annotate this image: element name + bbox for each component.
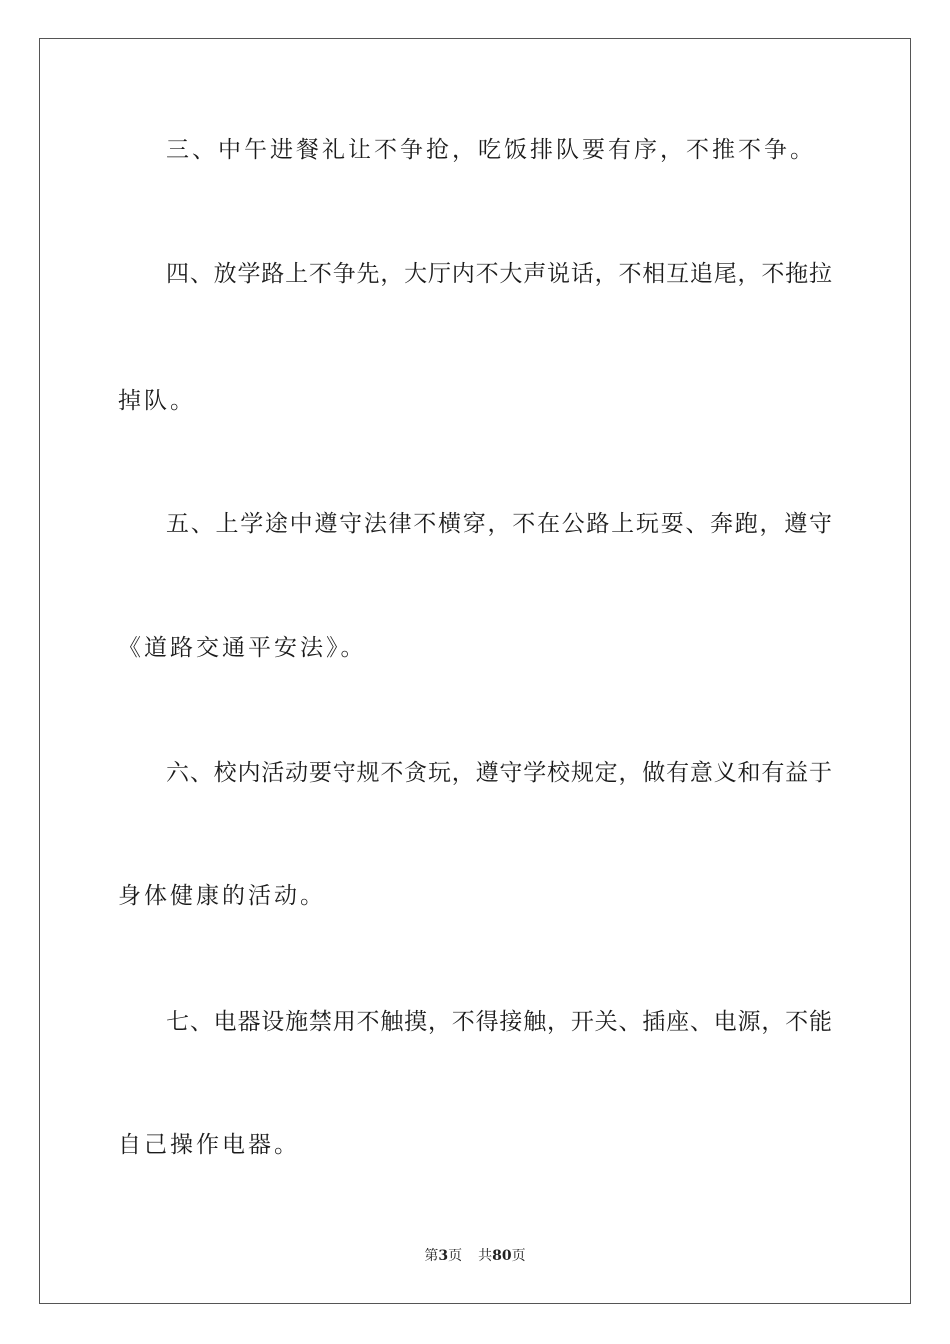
page-footer bbox=[0, 1247, 950, 1265]
footer-current-page: 3 bbox=[438, 1248, 449, 1264]
footer-page-prefix: 第 bbox=[424, 1248, 439, 1264]
page-border bbox=[39, 38, 911, 1304]
footer-page-suffix: 页 bbox=[448, 1248, 463, 1264]
paragraph-6-line-2: 身体健康的活动。 bbox=[118, 883, 326, 909]
paragraph-6-line-1: 六、校内活动要守规不贪玩，遵守学校规定，做有意义和有益于 bbox=[166, 760, 832, 786]
paragraph-3-line-1: 三、中午进餐礼让不争抢，吃饭排队要有序，不推不争。 bbox=[166, 137, 816, 163]
footer-total-suffix: 页 bbox=[511, 1248, 526, 1264]
footer-total-prefix: 共 bbox=[478, 1248, 493, 1264]
paragraph-5-line-1: 五、上学途中遵守法律不横穿，不在公路上玩耍、奔跑，遵守 bbox=[166, 511, 832, 537]
footer-total-pages: 80 bbox=[492, 1248, 512, 1264]
paragraph-4-line-2: 掉队。 bbox=[118, 388, 196, 414]
paragraph-7-line-2: 自己操作电器。 bbox=[118, 1132, 300, 1158]
paragraph-5-line-2: 《道路交通平安法》。 bbox=[118, 635, 367, 661]
paragraph-4-line-1: 四、放学路上不争先，大厅内不大声说话，不相互追尾，不拖拉 bbox=[166, 261, 832, 287]
paragraph-7-line-1: 七、电器设施禁用不触摸，不得接触，开关、插座、电源，不能 bbox=[166, 1009, 832, 1035]
